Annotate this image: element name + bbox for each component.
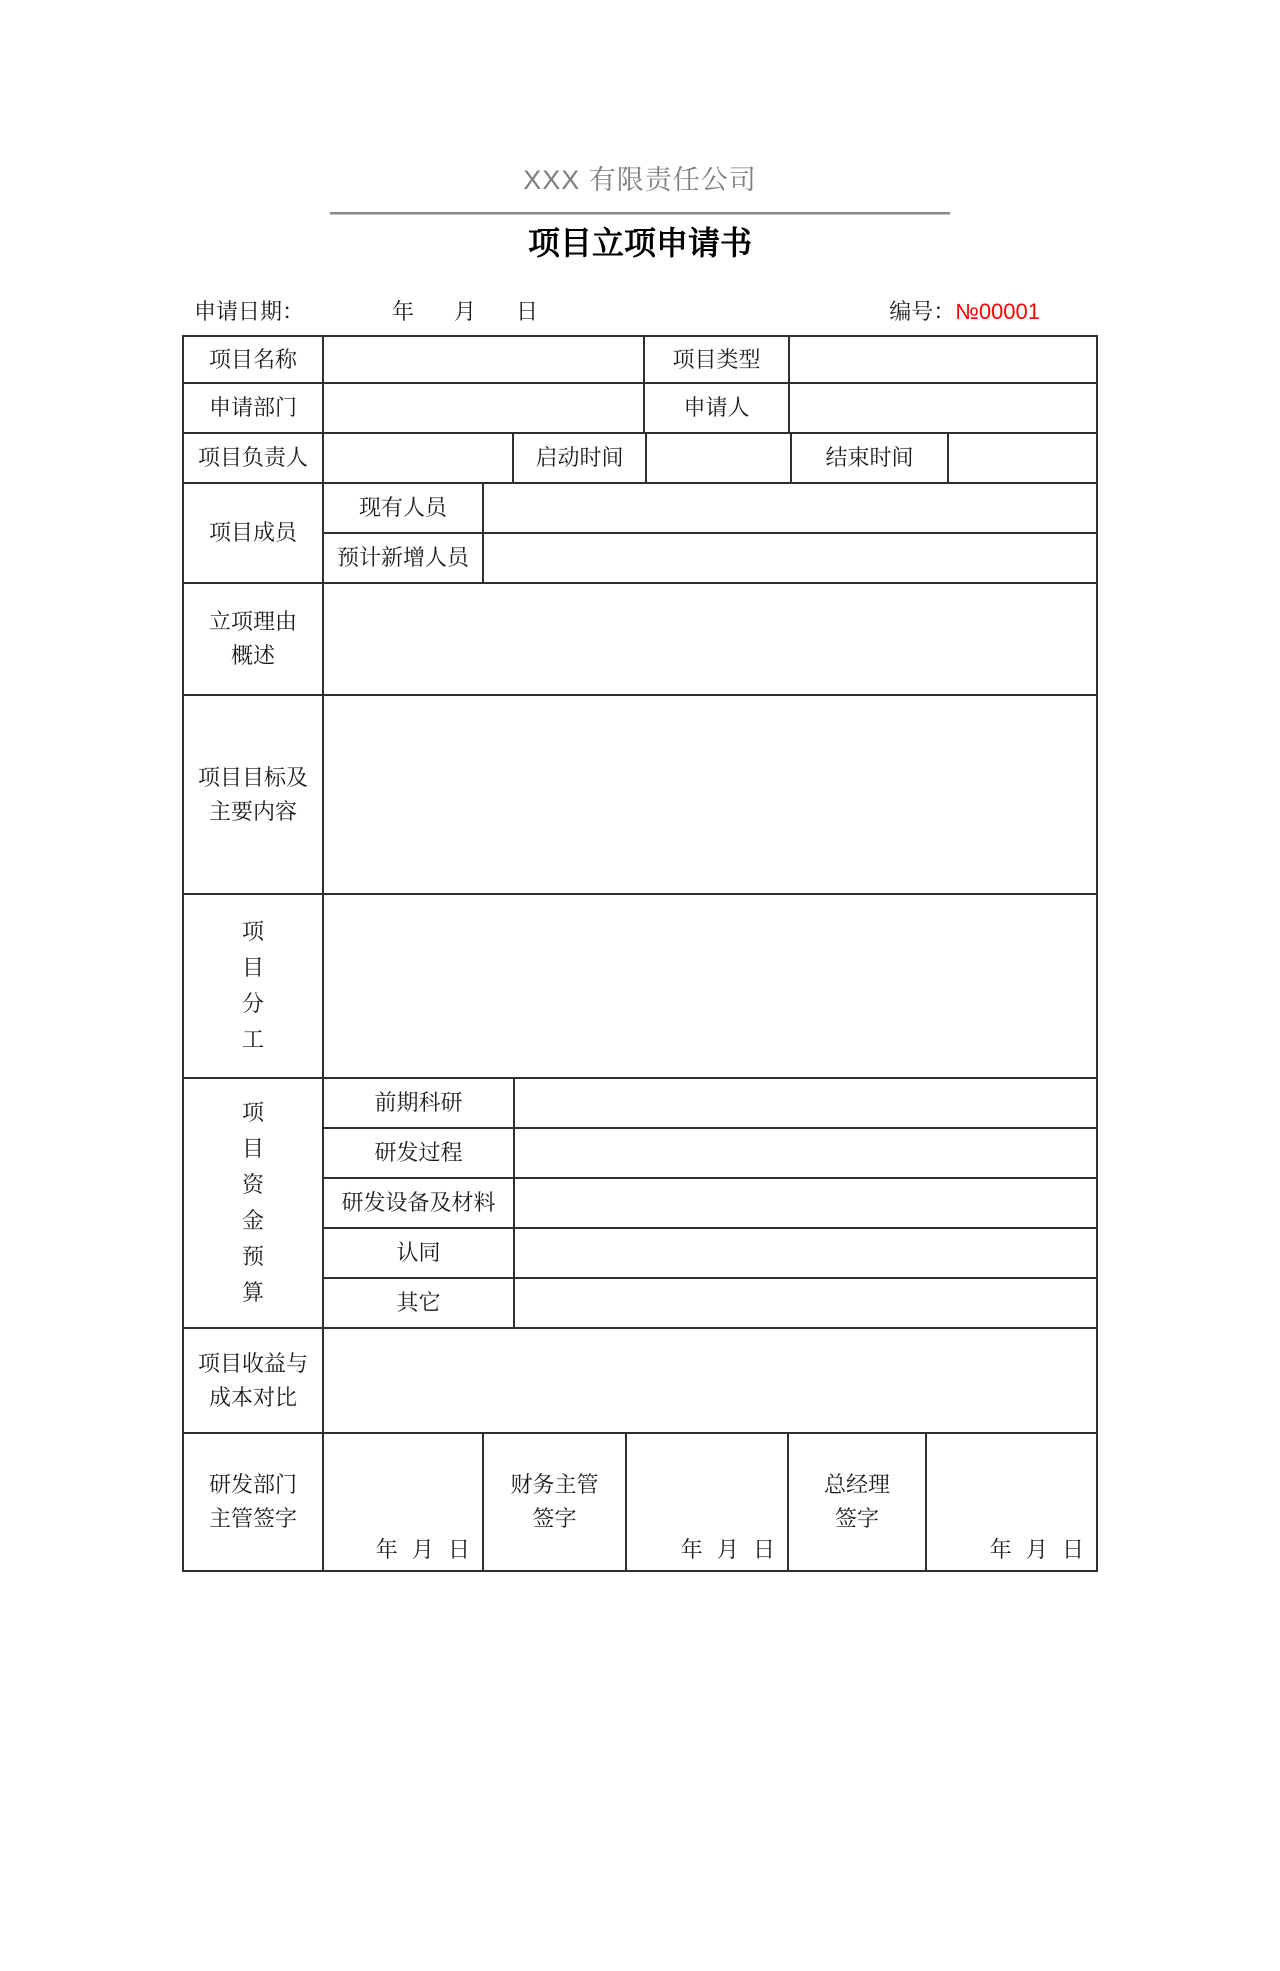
company-name: XXX 有限责任公司 xyxy=(523,165,757,195)
date-unit-month: 月 xyxy=(454,299,477,324)
form-number-label: 编号： xyxy=(889,299,956,324)
budget-research-label: 前期科研 xyxy=(324,1079,515,1127)
date-unit-year: 年 xyxy=(392,299,415,324)
reason-label-line1: 立项理由 xyxy=(208,609,297,634)
row-budget xyxy=(184,1079,1096,1329)
row-leader-times xyxy=(184,434,1096,484)
leader-label: 项目负责人 xyxy=(184,434,324,482)
division-label-char4: 工 xyxy=(241,1027,264,1052)
row-goals xyxy=(184,696,1096,895)
existing-staff-label: 现有人员 xyxy=(324,484,484,532)
benefit-value[interactable] xyxy=(324,1329,1096,1432)
budget-subtable xyxy=(324,1079,1096,1327)
budget-row-other xyxy=(324,1279,1096,1327)
gm-sign-label xyxy=(789,1434,927,1570)
gm-sign-label-line2: 签字 xyxy=(834,1506,879,1531)
rd-manager-sign-date: 年 月 日 xyxy=(375,1537,470,1562)
existing-staff-value[interactable] xyxy=(484,484,1096,532)
end-time-label: 结束时间 xyxy=(792,434,949,482)
finance-manager-sign-date: 年 月 日 xyxy=(680,1537,775,1562)
budget-other-label: 其它 xyxy=(324,1279,515,1327)
budget-row-process xyxy=(324,1129,1096,1179)
rd-manager-sign-label-line2: 主管签字 xyxy=(208,1506,297,1531)
benefit-label xyxy=(184,1329,324,1432)
rd-manager-sign-label xyxy=(184,1434,324,1570)
applicant-label: 申请人 xyxy=(645,384,790,432)
apply-date-label: 申请日期： xyxy=(194,299,305,324)
apply-dept-label: 申请部门 xyxy=(184,384,324,432)
budget-equipment-label: 研发设备及材料 xyxy=(324,1179,515,1227)
gm-sign-label-line1: 总经理 xyxy=(823,1472,890,1497)
budget-label xyxy=(184,1079,324,1327)
budget-label-char6: 算 xyxy=(241,1280,264,1305)
division-label xyxy=(184,895,324,1077)
project-name-label: 项目名称 xyxy=(184,337,324,382)
row-signatures xyxy=(184,1434,1096,1570)
budget-label-char2: 目 xyxy=(241,1136,264,1161)
budget-label-char3: 资 xyxy=(241,1172,264,1197)
form-number-value: №00001 xyxy=(955,299,1040,324)
budget-approval-label: 认同 xyxy=(324,1229,515,1277)
budget-row-approval xyxy=(324,1229,1096,1279)
members-label: 项目成员 xyxy=(184,484,324,582)
row-benefit xyxy=(184,1329,1096,1434)
division-value[interactable] xyxy=(324,895,1096,1077)
budget-row-research xyxy=(324,1079,1096,1129)
leader-value[interactable] xyxy=(324,434,514,482)
finance-manager-sign-label-line1: 财务主管 xyxy=(510,1472,599,1497)
apply-date-group xyxy=(182,297,538,327)
row-members xyxy=(184,484,1096,584)
budget-label-char1: 项 xyxy=(241,1100,264,1125)
row-apply-dept xyxy=(184,384,1096,434)
budget-approval-value[interactable] xyxy=(515,1229,1096,1277)
meta-row xyxy=(182,297,1098,327)
goals-value[interactable] xyxy=(324,696,1096,893)
budget-process-label: 研发过程 xyxy=(324,1129,515,1177)
form-table xyxy=(182,335,1098,1572)
finance-manager-sign-label xyxy=(484,1434,627,1570)
rd-manager-sign-area[interactable] xyxy=(324,1434,484,1570)
members-row-new xyxy=(324,534,1096,582)
gm-sign-area[interactable] xyxy=(927,1434,1096,1570)
row-division xyxy=(184,895,1096,1079)
reason-value[interactable] xyxy=(324,584,1096,694)
row-project-name xyxy=(184,337,1096,384)
apply-dept-value[interactable] xyxy=(324,384,645,432)
benefit-label-line2: 成本对比 xyxy=(208,1384,297,1410)
start-time-value[interactable] xyxy=(647,434,792,482)
project-name-value[interactable] xyxy=(324,337,645,382)
reason-label xyxy=(184,584,324,694)
budget-label-char5: 预 xyxy=(241,1244,264,1269)
page-title: 项目立项申请书 xyxy=(527,225,752,261)
members-subtable xyxy=(324,484,1096,582)
end-time-value[interactable] xyxy=(949,434,1096,482)
members-row-existing xyxy=(324,484,1096,534)
goals-label xyxy=(184,696,324,893)
new-staff-label: 预计新增人员 xyxy=(324,534,484,582)
project-type-label: 项目类型 xyxy=(645,337,790,382)
budget-other-value[interactable] xyxy=(515,1279,1096,1327)
gm-sign-date: 年 月 日 xyxy=(989,1537,1084,1562)
finance-manager-sign-label-line2: 签字 xyxy=(532,1506,577,1531)
form-number-group xyxy=(889,297,1040,327)
budget-label-char4: 金 xyxy=(241,1208,264,1233)
division-label-char1: 项 xyxy=(241,919,264,944)
goals-label-line1: 项目目标及 xyxy=(197,764,308,790)
division-label-char2: 目 xyxy=(241,955,264,980)
start-time-label: 启动时间 xyxy=(514,434,647,482)
budget-research-value[interactable] xyxy=(515,1079,1096,1127)
reason-label-line2: 概述 xyxy=(230,643,275,668)
budget-equipment-value[interactable] xyxy=(515,1179,1096,1227)
new-staff-value[interactable] xyxy=(484,534,1096,582)
date-unit-day: 日 xyxy=(516,299,539,324)
finance-manager-sign-area[interactable] xyxy=(627,1434,789,1570)
benefit-label-line1: 项目收益与 xyxy=(197,1350,308,1376)
budget-process-value[interactable] xyxy=(515,1129,1096,1177)
division-label-char3: 分 xyxy=(241,991,264,1016)
title-divider-rule xyxy=(330,212,950,215)
row-reason xyxy=(184,584,1096,696)
goals-label-line2: 主要内容 xyxy=(208,798,297,824)
rd-manager-sign-label-line1: 研发部门 xyxy=(208,1472,297,1497)
budget-row-equipment xyxy=(324,1179,1096,1229)
project-type-value[interactable] xyxy=(790,337,1096,382)
applicant-value[interactable] xyxy=(790,384,1096,432)
